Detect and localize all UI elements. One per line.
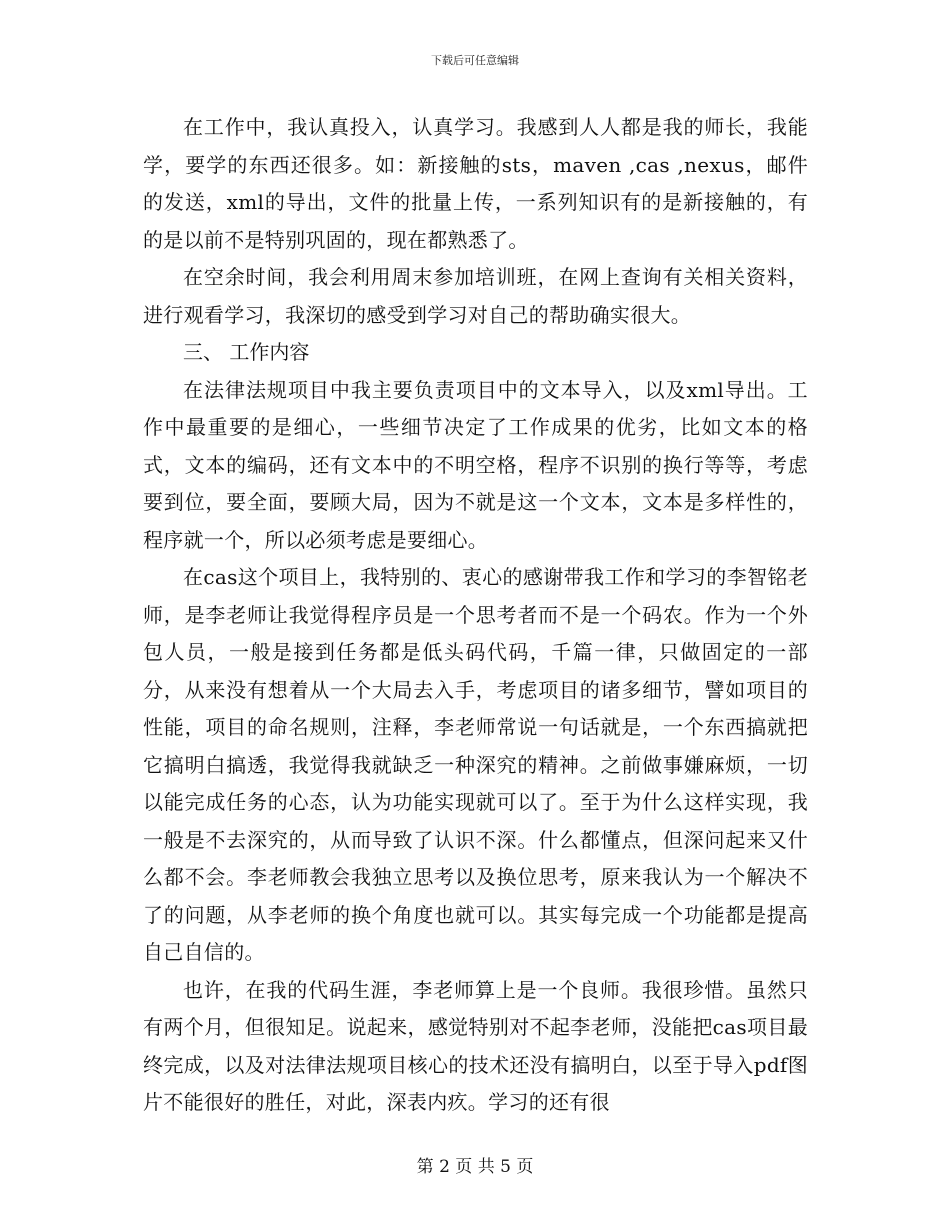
paragraph-mentor: 也许，在我的代码生涯，李老师算上是一个良师。我很珍惜。虽然只有两个月，但很知足。说起来，感觉特别对不起李老师，没能把cas项目最终完成，以及对法律法规项目核心的技术还没有搞明白，以至于导入pdf图片不能很好的胜任，对此，深表内疚。学习的还有很 xyxy=(143,977,808,1114)
page-header: 下载后可任意编辑 xyxy=(431,54,519,67)
document-body xyxy=(143,109,808,1122)
paragraph-law-project: 在法律法规项目中我主要负责项目中的文本导入，以及xml导出。工作中最重要的是细心，一些细节决定了工作成果的优劣，比如文本的格式，文本的编码，还有文本中的不明空格，程序不识别的换行等等，考虑要到位，要全面，要顾大局，因为不就是这一个文本，文本是多样性的，程序就一个，所以必须考虑是要细心。 xyxy=(143,377,808,552)
section-heading-work-content: 三、 工作内容 xyxy=(183,340,310,364)
page-footer: 第 2 页 共 5 页 xyxy=(416,1157,534,1177)
paragraph-cas-project: 在cas这个项目上，我特别的、衷心的感谢带我工作和学习的李智铭老师，是李老师让我觉得程序员是一个思考者而不是一个码农。作为一个外包人员，一般是接到任务都是低头码代码，千篇一律，只做固定的一部分，从来没有想着从一个大局去入手，考虑项目的诸多细节，譬如项目的性能，项目的命名规则，注释，李老师常说一句话就是，一个东西搞就把它搞明白搞透，我觉得我就缺乏一种深究的精神。之前做事嫌麻烦，一切以能完成任务的心态，认为功能实现就可以了。至于为什么这样实现，我一般是不去深究的，从而导致了认识不深。什么都懂点，但深问起来又什么都不会。李老师教会我独立思考以及换位思考，原来我认为一个解决不了的问题，从李老师的换个角度也就可以。其实每完成一个功能都是提高自己自信的。 xyxy=(143,565,808,964)
paragraph-learning: 在工作中，我认真投入，认真学习。我感到人人都是我的师长，我能学，要学的东西还很多。如：新接触的sts，maven ,cas ,nexus，邮件的发送，xml的导出，文件的批量上传，一系列知识有的是新接触的，有的是以前不是特别巩固的，现在都熟悉了。 xyxy=(143,115,808,252)
paragraph-spare-time: 在空余时间，我会利用周末参加培训班，在网上查询有关相关资料，进行观看学习，我深切的感受到学习对自己的帮助确实很大。 xyxy=(143,265,808,327)
